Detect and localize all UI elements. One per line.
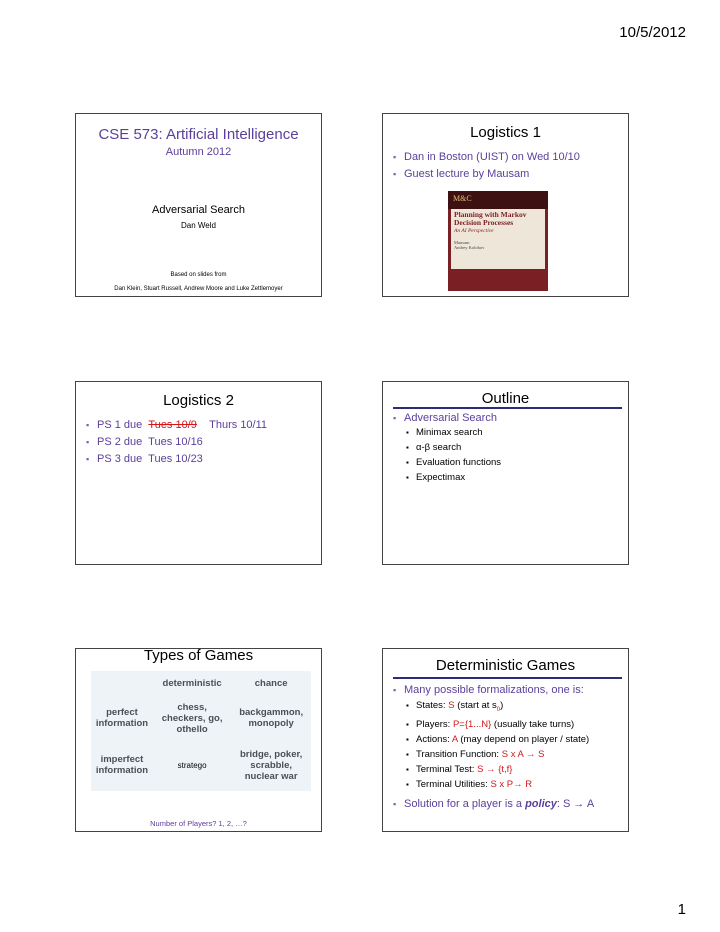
book-subtitle: An AI Perspective bbox=[454, 228, 494, 234]
credits-line-2: Dan Klein, Stuart Russell, Andrew Moore and Luke Zettlemoyer bbox=[114, 286, 283, 292]
games-table bbox=[91, 671, 311, 789]
slide-logistics-1 bbox=[382, 113, 629, 297]
course-term: Autumn 2012 bbox=[165, 146, 232, 158]
sub-bullet-transition: ▪ Transition Function: S x A → S bbox=[404, 749, 626, 761]
sub-bullet-item: ▪ Expectimax bbox=[404, 472, 624, 484]
slide-heading: Logistics 2 bbox=[163, 392, 234, 409]
title-divider bbox=[393, 677, 622, 679]
bullet-item-ps3: ▪ PS 3 due Tues 10/23 bbox=[84, 452, 317, 466]
ps1-prefix: PS 1 due bbox=[97, 419, 143, 431]
book-authors: Mausam Andrey Kolobov bbox=[454, 240, 485, 250]
ps1-old-date: Tues 10/9 bbox=[148, 419, 197, 431]
ps1-new-date: Thurs 10/11 bbox=[209, 419, 268, 431]
sub-bullet-item: ▪ Minimax search bbox=[404, 427, 624, 439]
sub-bullet-terminal-test: ▪ Terminal Test: S → {t,f} bbox=[404, 764, 626, 776]
formalization-intro: Many possible formalizations, one is: bbox=[404, 684, 584, 696]
bullet-item bbox=[391, 683, 626, 791]
col-header-deterministic: deterministic bbox=[162, 677, 222, 689]
row-header-perfect: perfect information bbox=[95, 707, 149, 729]
book-title: Planning with Markov Decision Processes bbox=[454, 210, 527, 227]
cell-perfect-chance: backgammon, monopoly bbox=[239, 707, 304, 729]
book-cover-image bbox=[448, 191, 548, 291]
bullet-item: ▪ Dan in Boston (UIST) on Wed 10/10 bbox=[391, 150, 624, 164]
slide-outline bbox=[382, 381, 629, 565]
slide-heading: Logistics 1 bbox=[470, 124, 541, 141]
bullet-item-solution: ▪ Solution for a player is a policy: S → A bbox=[391, 797, 626, 811]
sub-bullet-players: ▪ Players: P={1...N} (usually take turns) bbox=[404, 719, 626, 731]
sub-bullet-item: ▪ Evaluation functions bbox=[404, 457, 624, 469]
slide-heading: Types of Games bbox=[143, 648, 254, 664]
sub-bullet-utilities: ▪ Terminal Utilities: S x P→ R bbox=[404, 779, 626, 791]
bullet-item: ▪ Guest lecture by Mausam bbox=[391, 167, 624, 181]
row-header-imperfect: imperfect information bbox=[95, 754, 149, 776]
credits-line-1: Based on slides from bbox=[170, 272, 227, 278]
slide-logistics-2 bbox=[75, 381, 322, 565]
title-divider bbox=[393, 407, 622, 409]
bullet-list bbox=[391, 411, 624, 487]
cell-imperfect-deterministic: stratego bbox=[177, 760, 207, 770]
slide-title bbox=[75, 113, 322, 297]
page-number: 1 bbox=[677, 901, 686, 918]
course-title: CSE 573: Artificial Intelligence bbox=[98, 126, 299, 143]
sub-bullet-list bbox=[404, 700, 626, 791]
players-question: Number of Players? 1, 2, …? bbox=[150, 819, 247, 828]
cell-imperfect-chance: bridge, poker, scrabble, nuclear war bbox=[240, 748, 303, 782]
slide-heading: Outline bbox=[481, 390, 530, 407]
sub-bullet-list bbox=[404, 427, 624, 484]
bullet-item bbox=[391, 411, 624, 484]
publisher-logo-icon: M&C bbox=[453, 194, 472, 203]
cell-perfect-deterministic: chess, checkers, go, othello bbox=[161, 701, 223, 735]
slide-types-of-games bbox=[75, 648, 322, 832]
bullet-list bbox=[84, 418, 317, 469]
sub-bullet-actions: ▪ Actions: A (may depend on player / state) bbox=[404, 734, 626, 746]
slide-deterministic-games bbox=[382, 648, 629, 832]
slide-heading: Deterministic Games bbox=[435, 657, 576, 674]
col-header-chance: chance bbox=[254, 677, 288, 689]
lecture-author: Dan Weld bbox=[181, 221, 216, 230]
outline-main: Adversarial Search bbox=[404, 412, 497, 424]
page-date: 10/5/2012 bbox=[619, 24, 686, 41]
lecture-topic: Adversarial Search bbox=[152, 204, 245, 216]
sub-bullet-item: ▪ α-β search bbox=[404, 442, 624, 454]
bullet-list bbox=[391, 683, 626, 814]
bullet-item-ps1 bbox=[84, 418, 317, 432]
bullet-list bbox=[391, 150, 624, 184]
bullet-item-ps2: ▪ PS 2 due Tues 10/16 bbox=[84, 435, 317, 449]
sub-bullet-states: ▪ States: S (start at $s_0$) bbox=[404, 700, 626, 716]
